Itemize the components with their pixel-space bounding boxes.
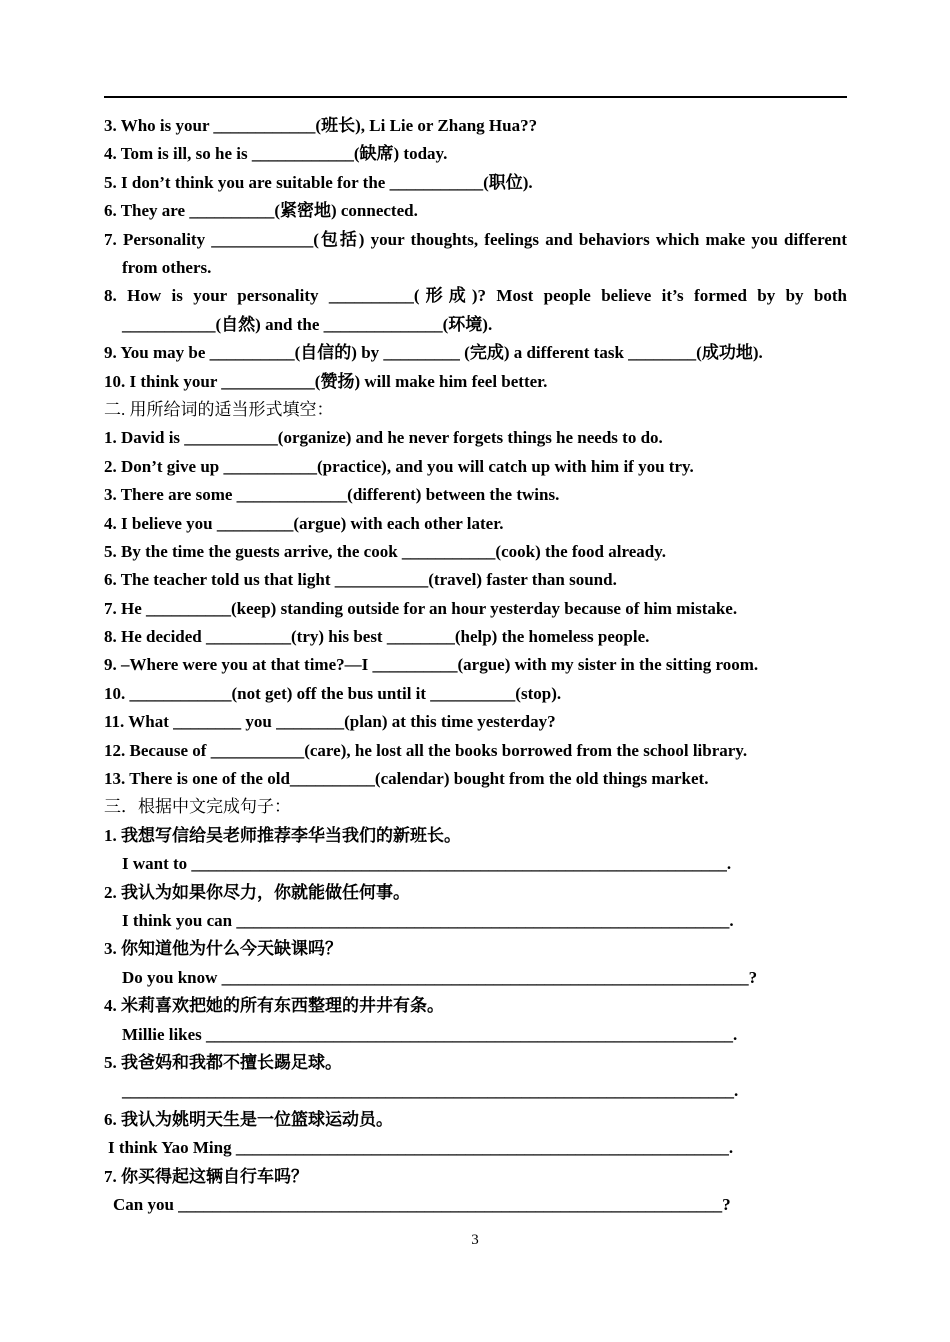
part2-item-4: 4. I believe you _________(argue) with each other later.	[104, 513, 504, 533]
part2-item-11: 11. What ________ you ________(plan) at this time yesterday?	[104, 712, 556, 732]
part1-item-3: 3. Who is your ____________(班长), Li Lie or Zhang Hua??	[104, 116, 538, 135]
part3-item-1-prompt: 1. 我想写信给吴老师推荐李华当我们的新班长。	[104, 825, 461, 845]
part3-item-6-answer: I think Yao Ming __________________________________________________________.	[108, 1138, 734, 1158]
part1-item-10: 10. I think your ___________(赞扬) will make him feel better.	[104, 371, 548, 391]
page-number: 3	[471, 1232, 479, 1248]
part3-item-4-prompt: 4. 米莉喜欢把她的所有东西整理的井井有条。	[104, 996, 444, 1016]
part3-item-2-answer: I think you can __________________________________________________________.	[122, 911, 734, 930]
part2-item-6: 6. The teacher told us that light ___________(travel) faster than sound.	[104, 570, 617, 590]
part2-heading: 二. 用所给词的适当形式填空：	[104, 399, 334, 419]
part3-item-3-answer: Do you know ______________________________________________________________?	[122, 967, 758, 987]
header-rule	[104, 96, 847, 98]
part2-item-2: 2. Don’t give up ___________(practice), and you will catch up with him if you try.	[104, 456, 694, 476]
part1-item-9: 9. You may be __________(自信的) by _________ (完成) a different task ________(成功地).	[104, 343, 763, 363]
part3-item-4-answer: Millie likes ______________________________________________________________.	[122, 1024, 738, 1044]
part1-item-5: 5. I don’t think you are suitable for the ___________(职位).	[104, 172, 533, 192]
part2-item-10: 10. ____________(not get) off the bus until it __________(stop).	[104, 683, 562, 703]
part3-item-1-answer: I want to _______________________________________________________________.	[122, 854, 732, 874]
part3-item-7-prompt: 7. 你买得起这辆自行车吗？	[104, 1166, 308, 1186]
part2-item-1: 1. David is ___________(organize) and he never forgets things he needs to do.	[104, 428, 663, 448]
part3-item-5-answer: ________________________________________________________________________.	[122, 1081, 739, 1101]
part3-item-7-answer: Can you ________________________________________________________________?	[113, 1194, 731, 1214]
part2-item-8: 8. He decided __________(try) his best ________(help) the homeless people.	[104, 627, 650, 647]
part3-item-2-prompt: 2. 我认为如果你尽力，你就能做任何事。	[104, 882, 410, 902]
part2-item-9: 9. –Where were you at that time?—I __________(argue) with my sister in the sitting room.	[104, 655, 759, 675]
part3-item-3-prompt: 3. 你知道他为什么今天缺课吗？	[104, 939, 342, 959]
part3-item-6-prompt: 6. 我认为姚明天生是一位篮球运动员。	[104, 1109, 393, 1129]
part3-heading: 三．根据中文完成句子：	[104, 797, 291, 817]
part1-item-6: 6. They are __________(紧密地) connected.	[104, 201, 418, 221]
part1-item-8: 8. How is your personality __________(形成)? Most people believe it’s formed by by both ___________(自然) and the ______________(环境).	[104, 286, 847, 334]
part2-item-3: 3. There are some _____________(different) between the twins.	[104, 485, 560, 505]
part2-item-5: 5. By the time the guests arrive, the cook ___________(cook) the food already.	[104, 541, 667, 561]
part1-item-4: 4. Tom is ill, so he is ____________(缺席) today.	[104, 144, 448, 164]
part3-item-5-prompt: 5. 我爸妈和我都不擅长踢足球。	[104, 1052, 342, 1072]
part2-item-13: 13. There is one of the old__________(calendar) bought from the old things market.	[104, 769, 709, 789]
part2-item-12: 12. Because of ___________(care), he lost all the books borrowed from the school library.	[104, 740, 748, 760]
part2-item-7: 7. He __________(keep) standing outside for an hour yesterday because of him mistake.	[104, 598, 738, 618]
worksheet-content	[104, 112, 847, 1219]
part1-item-7: 7. Personality ____________(包括) your thoughts, feelings and behaviors which make you different from others.	[104, 229, 847, 277]
